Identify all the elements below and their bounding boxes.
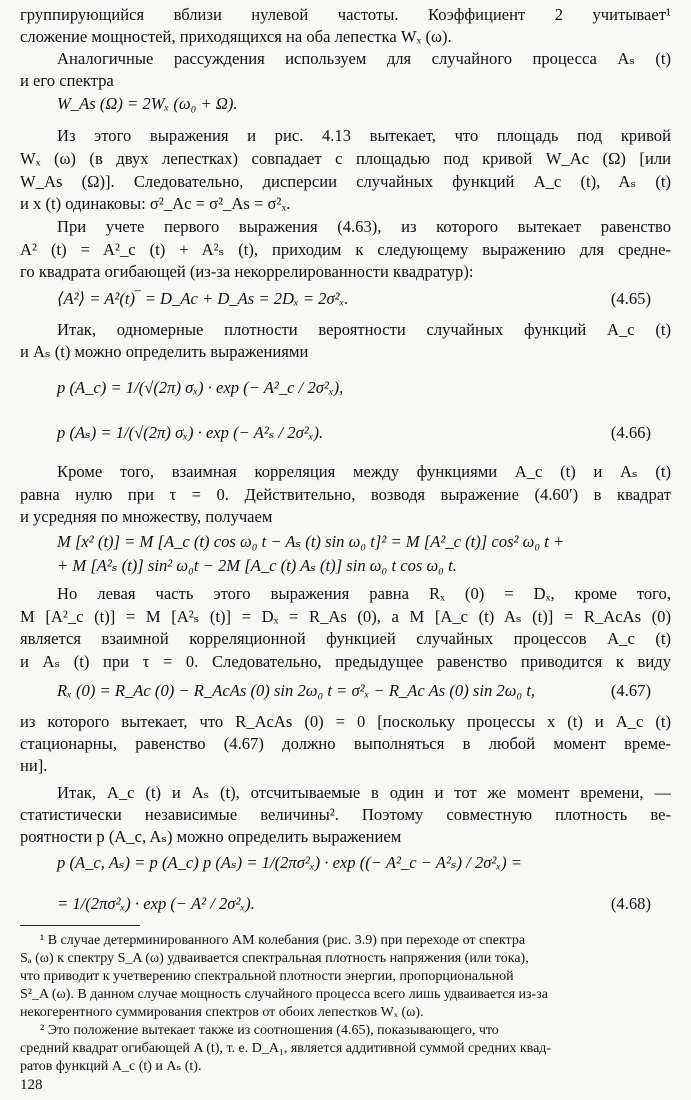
equation: ⟨A²⟩ = A²(t)‾ = D_Ac + D_As = 2Dₓ = 2σ²ₓ. (4.65) (57, 289, 651, 308)
equation-number: (4.67) (610, 681, 651, 700)
text-line: Итак, A_c (t) и Aₛ (t), отсчитываемые в один и тот же момент времени, — (57, 783, 671, 802)
page-number: 128 (20, 1077, 43, 1093)
text-line: Аналогичные рассуждения используем для случайного процесса Aₛ (t) (57, 49, 671, 68)
equation-number: (4.65) (610, 289, 651, 308)
text-line: Wₓ (ω) (в двух лепестках) совпадает с площадью под кривой W_Ac (Ω) [или (20, 149, 671, 168)
text-line: W_As (Ω)]. Следовательно, дисперсии случайных функций A_c (t), Aₛ (t) (20, 172, 671, 191)
footnote-line: некогерентного суммирования спектров от обоих лепестков Wₓ (ω). (20, 1005, 424, 1020)
equation-number: (4.66) (610, 423, 651, 442)
text-line: из которого вытекает, что R_AcAs (0) = 0 [поскольку процессы x (t) и A_c (t) (20, 712, 671, 731)
text-line: Но левая часть этого выражения равна Rₓ (0) = Dₓ, кроме того, (57, 584, 671, 603)
text-line: и усредняя по множеству, получаем (20, 507, 273, 526)
equation: p (A_c) = 1/(√(2π) σₓ) · exp (− A²_c / 2σ²ₓ), (57, 378, 344, 397)
equation-number: (4.68) (610, 894, 651, 913)
text-line: стационарны, равенство (4.67) должно выполняться в любой момент време- (20, 734, 671, 753)
text-line: и x (t) одинаковы: σ²_Ac = σ²_As = σ²ₓ. (20, 194, 291, 213)
footnote-line: средний квадрат огибающей A (t), т. е. D_A₁, является аддитивной суммой средних квад- (20, 1041, 552, 1056)
text-line: и его спектра (20, 71, 114, 90)
text-line: и Aₛ (t) можно определить выражениями (20, 342, 309, 361)
text-line: Итак, одномерные плотности вероятности случайных функций A_c (t) (57, 320, 671, 339)
footnote-line: S²_A (ω). В данном случае мощность случайного процесса всего лишь удваивается из-за (20, 987, 548, 1002)
footnote-line: ратов функций A_c (t) и Aₛ (t). (20, 1059, 202, 1074)
equation: = 1/(2πσ²ₓ) · exp (− A² / 2σ²ₓ). (4.68) (57, 894, 651, 913)
text-line: Кроме того, взаимная корреляция между функциями A_c (t) и Aₛ (t) (57, 462, 671, 481)
text-line: M [A²_c (t)] = M [A²ₛ (t)] = Dₓ = R_As (0), а M [A_c (t) Aₛ (t)] = R_AcAs (0) (20, 607, 671, 626)
footnote-line: что приводит к учетверению спектральной плотности энергии, пропорциональной (20, 969, 514, 984)
text-line: группирующийся вблизи нулевой частоты. Коэффициент 2 учитывает¹ (20, 5, 671, 24)
text-line: При учете первого выражения (4.63), из которого вытекает равенство (57, 217, 671, 236)
text-line: и Aₛ (t) при τ = 0. Следовательно, предыдущее равенство приводится к виду (20, 652, 671, 671)
text-line: роятности p (A_c, Aₛ) можно определить выражением (20, 827, 402, 846)
text-line: является взаимной корреляционной функцией случайных процессов A_c (t) (20, 629, 671, 648)
equation: p (A_c, Aₛ) = p (A_c) p (Aₛ) = 1/(2πσ²ₓ) · exp ((− A²_c − A²ₛ) / 2σ²ₓ) = (57, 853, 522, 872)
text-line: A² (t) = A²_c (t) + A²ₛ (t), приходим к следующему выражению для средне- (20, 240, 671, 259)
equation: p (Aₛ) = 1/(√(2π) σₓ) · exp (− A²ₛ / 2σ²ₓ). (4.66) (57, 423, 651, 442)
text-line: ни]. (20, 756, 48, 775)
text-line: Из этого выражения и рис. 4.13 вытекает, что площадь под кривой (57, 126, 671, 145)
equation: W_As (Ω) = 2Wₓ (ω₀ + Ω). (57, 94, 238, 113)
footnote-line: ² Это положение вытекает также из соотношения (4.65), показывающего, что (40, 1023, 499, 1038)
equation: M [x² (t)] = M [A_c (t) cos ω₀ t − Aₛ (t) sin ω₀ t]² = M [A²_c (t)] cos² ω₀ t + (57, 532, 565, 551)
equation: + M [A²ₛ (t)] sin² ω₀t − 2M [A_c (t) Aₛ (t)] sin ω₀ t cos ω₀ t. (57, 556, 457, 575)
text-line: статистически независимые величины². Поэтому совместную плотность ве- (20, 805, 671, 824)
footnote-divider (20, 925, 140, 926)
text-line: го квадрата огибающей (из-за некоррелированности квадратур): (20, 262, 474, 281)
footnote-line: ¹ В случае детерминированного АМ колебания (рис. 3.9) при переходе от спектра (40, 933, 526, 948)
equation: Rₓ (0) = R_Ac (0) − R_AcAs (0) sin 2ω₀ t = σ²ₓ − R_Ac As (0) sin 2ω₀ t, (4.67) (57, 681, 651, 700)
footnote-line: Sₐ (ω) к спектру S_A (ω) удваивается спектральная плотность напряжения (или тока), (20, 951, 529, 966)
text-line: равна нулю при τ = 0. Действительно, возводя выражение (4.60′) в квадрат (20, 485, 671, 504)
text-line: сложение мощностей, приходящихся на оба лепестка Wₓ (ω). (20, 27, 452, 46)
